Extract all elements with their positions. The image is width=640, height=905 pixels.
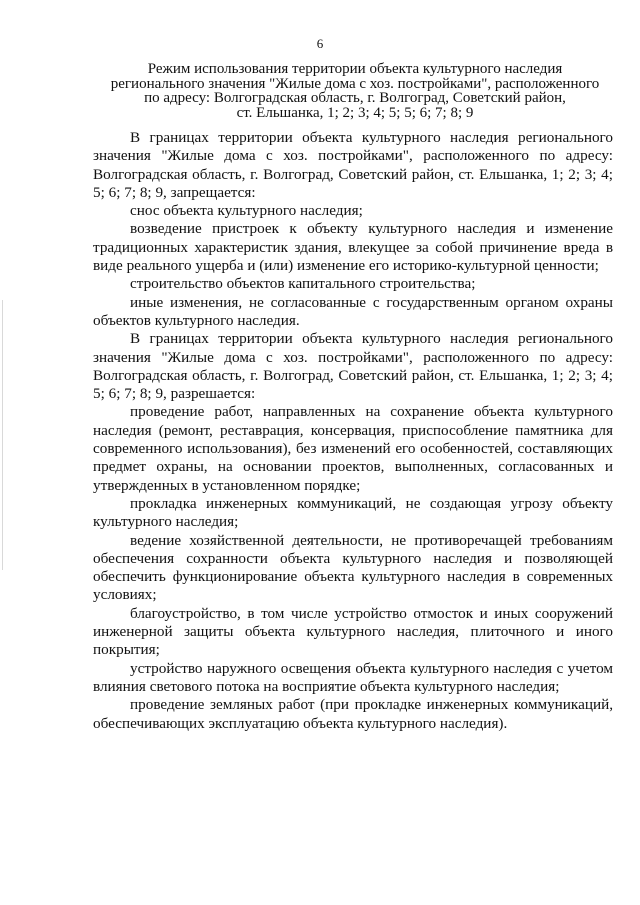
scan-edge-line [2, 300, 3, 570]
paragraph-item: иные изменения, не согласованные с государственным органом охраны объектов культурного наследия. [93, 293, 613, 329]
title-line: ст. Ельшанка, 1; 2; 3; 4; 5; 5; 6; 7; 8; 9 [236, 104, 474, 121]
title-line: по адресу: Волгоградская область, г. Волгоград, Советский район, [144, 90, 566, 106]
paragraph-item: благоустройство, в том числе устройство отмосток и иных сооружений инженерной защиты объекта культурного наследия, плиточного и иного покрытия; [93, 604, 613, 659]
paragraph-allowed-intro: В границах территории объекта культурного наследия регионального значения "Жилые дома с хоз. постройками", расположенного по адресу: Волгоградская область, г. Волгоград, Советский район, ст. Ельшанка, 1; 2; 3; 4; 5; 6; 7; 8; 9, разрешается: [93, 330, 613, 403]
paragraph-item: проведение работ, направленных на сохранение объекта культурного наследия (ремонт, реставрация, консервация, приспособление памятника для современного использования), без изменений его особенностей, составляющих предмет охраны, на основании проектов, выполненных, согласованных и утвержденных в установленном порядке; [93, 403, 613, 494]
page-number: 6 [316, 36, 324, 51]
paragraph-item: устройство наружного освещения объекта культурного наследия с учетом влияния светового потока на восприятие объекта культурного наследия; [93, 659, 613, 695]
document-title [95, 62, 615, 120]
paragraph-item: снос объекта культурного наследия; [130, 202, 363, 220]
paragraph-item: строительство объектов капитального строительства; [130, 275, 476, 293]
paragraph-item: прокладка инженерных коммуникаций, не создающая угрозу объекту культурного наследия; [93, 494, 613, 531]
paragraph-item: возведение пристроек к объекту культурного наследия и изменение традиционных характеристик здания, влекущее за собой причинение вреда в виде реального ущерба и (или) изменение его историко-культурной ценности; [93, 220, 613, 275]
document-body [93, 129, 613, 733]
paragraph-prohibited-intro: В границах территории объекта культурного наследия регионального значения "Жилые дома с хоз. постройками", расположенного по адресу: Волгоградская область, г. Волгоград, Советский район, ст. Ельшанка, 1; 2; 3; 4; 5; 6; 7; 8; 9, запрещается: [93, 129, 613, 201]
paragraph-item: ведение хозяйственной деятельности, не противоречащей требованиям обеспечения сохранности объекта культурного наследия и позволяющей обеспечить функционирование объекта культурного наследия в современных условиях; [93, 531, 613, 604]
title-line: регионального значения "Жилые дома с хоз. постройками", расположенного [110, 75, 600, 92]
paragraph-item: проведение земляных работ (при прокладке инженерных коммуникаций, обеспечивающих эксплуатацию объекта культурного наследия). [93, 696, 613, 732]
title-line: Режим использования территории объекта культурного наследия [147, 61, 563, 77]
